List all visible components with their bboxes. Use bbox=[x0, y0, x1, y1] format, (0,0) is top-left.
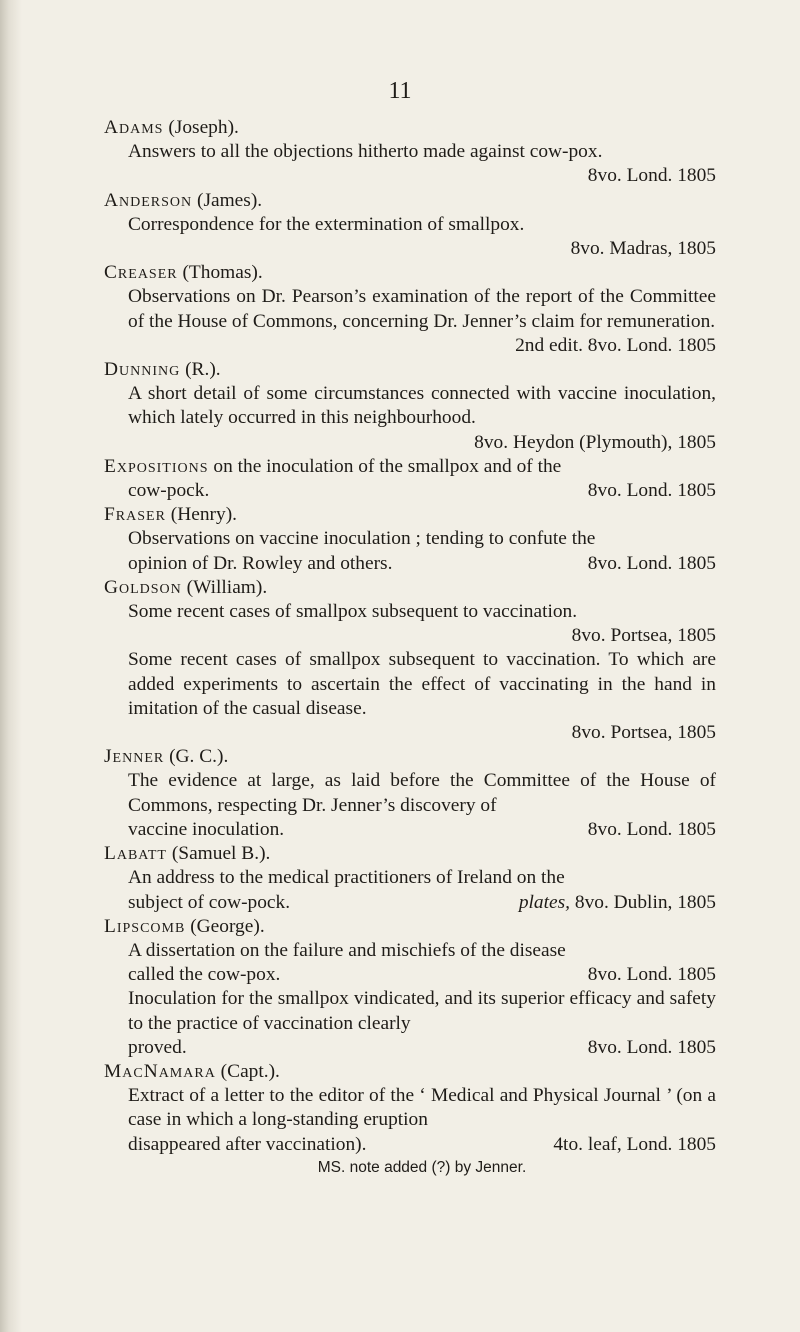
entry-heading bbox=[104, 261, 716, 285]
author-forename: (G. C.). bbox=[169, 746, 229, 768]
entry-heading bbox=[104, 915, 716, 939]
entry-title-continued: called the cow-pox. bbox=[128, 964, 281, 986]
author-forename: (R.). bbox=[185, 359, 221, 381]
entry-heading bbox=[104, 455, 716, 479]
entry-title-line bbox=[128, 479, 716, 503]
entry-title-continued: subject of cow-pock. bbox=[128, 891, 291, 913]
entry-imprint-group bbox=[519, 891, 716, 915]
entry-title-line bbox=[128, 552, 716, 576]
page-number: 11 bbox=[388, 78, 412, 104]
entry-title: Extract of a letter to the editor of the ‘ Medical and Physical Journal ’ (on a case in which a long-standing eruption bbox=[128, 1085, 716, 1131]
entry-macnamara bbox=[104, 1060, 716, 1179]
author-forename: (James). bbox=[196, 189, 263, 211]
author-surname: Goldson bbox=[104, 576, 182, 598]
entry-imprint-2: 8vo. Lond. 1805 bbox=[587, 1036, 716, 1058]
binding-edge bbox=[0, 0, 22, 1332]
entry-expositions bbox=[104, 455, 716, 503]
author-forename: (Thomas). bbox=[182, 262, 263, 284]
entry-title: A dissertation on the failure and mischiefs of the disease bbox=[128, 939, 566, 961]
entry-imprint: 2nd edit. 8vo. Lond. 1805 bbox=[515, 334, 716, 356]
author-surname: Expositions bbox=[104, 455, 209, 477]
entry-title-line-2 bbox=[128, 1036, 716, 1060]
entry-heading bbox=[104, 1060, 716, 1084]
entry-goldson bbox=[104, 576, 716, 745]
author-forename: (Capt.). bbox=[220, 1060, 280, 1082]
entry-adams bbox=[104, 116, 716, 189]
author-surname: Lipscomb bbox=[104, 915, 186, 937]
entry-imprint: 8vo. Lond. 1805 bbox=[587, 964, 716, 986]
entry-title-continued: opinion of Dr. Rowley and others. bbox=[128, 552, 393, 574]
bibliography-list bbox=[104, 116, 716, 1179]
author-surname: Labatt bbox=[104, 843, 167, 865]
entry-title: An address to the medical practitioners of Ireland on the bbox=[128, 867, 565, 889]
author-surname: Anderson bbox=[104, 189, 193, 211]
entry-title: Observations on vaccine inoculation ; tending to confute the bbox=[128, 528, 596, 550]
entry-title: A short detail of some circumstances connected with vaccine inoculation, which lately occurred in this neighbourhood. bbox=[128, 383, 716, 429]
entry-lipscomb bbox=[104, 915, 716, 1060]
entry-title-2: Some recent cases of smallpox subsequent to vaccination. To which are added experiments to ascertain the effect of vaccinating in the hand in imitation of the casual disease. bbox=[128, 649, 716, 719]
author-surname: Adams bbox=[104, 117, 164, 138]
author-surname: Dunning bbox=[104, 359, 181, 381]
entry-heading bbox=[104, 189, 716, 213]
entry-imprint: 8vo. Madras, 1805 bbox=[570, 238, 716, 260]
entry-title: Answers to all the objections hitherto made against cow-pox. bbox=[128, 141, 603, 163]
author-surname: Creaser bbox=[104, 262, 178, 284]
entry-imprint: 8vo. Lond. 1805 bbox=[587, 818, 716, 840]
entry-title-continued: cow-pock. bbox=[128, 480, 210, 502]
entry-title-line bbox=[128, 818, 716, 842]
author-forename: (Henry). bbox=[170, 504, 238, 526]
entry-imprint-2: 8vo. Portsea, 1805 bbox=[571, 722, 716, 744]
entry-creaser bbox=[104, 261, 716, 358]
entry-title-continued: disappeared after vaccination). bbox=[128, 1133, 367, 1155]
entry-imprint: 4to. leaf, Lond. 1805 bbox=[553, 1133, 716, 1155]
entry-title-2: Inoculation for the smallpox vindicated, and its superior efficacy and safety to the practice of vaccination clearly bbox=[128, 988, 716, 1034]
author-forename: (Samuel B.). bbox=[171, 843, 271, 865]
entry-heading bbox=[104, 842, 716, 866]
entry-title: Observations on Dr. Pearson’s examination of the report of the Committee of the House of Commons, concerning Dr. Jenner’s claim for remuneration. bbox=[128, 286, 716, 332]
entry-plates: plates, bbox=[518, 891, 571, 913]
entry-heading bbox=[104, 576, 716, 600]
entry-imprint: 8vo. Heydon (Plymouth), 1805 bbox=[474, 431, 716, 453]
entry-imprint: 8vo. Lond. 1805 bbox=[587, 165, 716, 187]
entry-imprint: 8vo. Lond. 1805 bbox=[587, 480, 716, 502]
entry-heading bbox=[104, 503, 716, 527]
entry-dunning bbox=[104, 358, 716, 455]
entry-imprint: 8vo. Dublin, 1805 bbox=[574, 891, 716, 913]
entry-labatt bbox=[104, 842, 716, 915]
entry-heading bbox=[104, 745, 716, 769]
entry-note: MS. note added (?) by Jenner. bbox=[317, 1158, 527, 1176]
entry-title: The evidence at large, as laid before the Committee of the House of Commons, respecting Dr. Jenner’s discovery of bbox=[128, 770, 716, 816]
author-forename: (Joseph). bbox=[168, 117, 239, 138]
author-surname: MacNamara bbox=[104, 1060, 216, 1082]
entry-title-line bbox=[128, 963, 716, 987]
author-surname: Jenner bbox=[104, 746, 165, 768]
entry-title: on the inoculation of the smallpox and of the bbox=[213, 455, 562, 477]
entry-imprint: 8vo. Portsea, 1805 bbox=[571, 625, 716, 647]
entry-jenner bbox=[104, 745, 716, 842]
entry-title: Correspondence for the extermination of smallpox. bbox=[128, 213, 525, 235]
entry-title-line bbox=[128, 891, 716, 915]
author-surname: Fraser bbox=[104, 504, 166, 526]
entry-imprint: 8vo. Lond. 1805 bbox=[587, 552, 716, 574]
entry-anderson bbox=[104, 189, 716, 262]
entry-title: Some recent cases of smallpox subsequent to vaccination. bbox=[128, 601, 578, 623]
entry-heading bbox=[104, 358, 716, 382]
entry-fraser bbox=[104, 503, 716, 576]
entry-title-continued: vaccine inoculation. bbox=[128, 818, 285, 840]
entry-title-2-continued: proved. bbox=[128, 1036, 187, 1058]
author-forename: (William). bbox=[186, 576, 268, 598]
entry-title-line bbox=[128, 1133, 716, 1157]
entry-heading bbox=[104, 116, 716, 140]
author-forename: (George). bbox=[190, 915, 265, 937]
